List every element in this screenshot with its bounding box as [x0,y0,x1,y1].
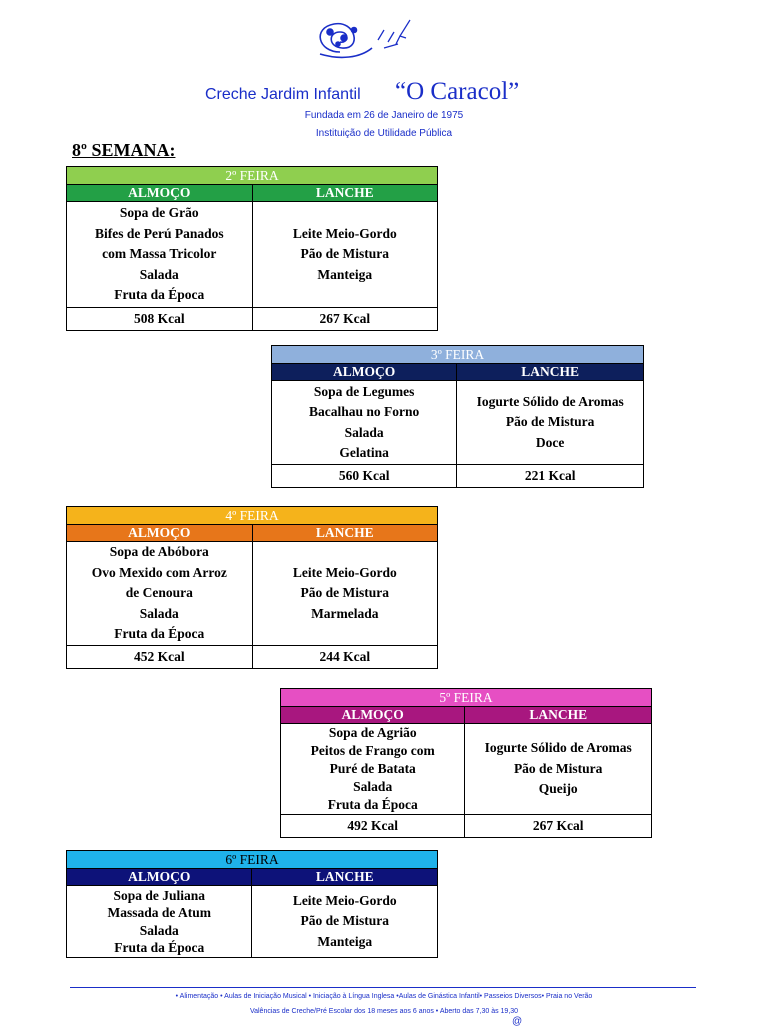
menu-item: Manteiga [317,933,373,949]
snack-column-header: LANCHE [465,707,652,724]
snack-column-header: LANCHE [252,869,438,886]
menu-item: Salada [139,605,179,621]
lunch-menu [272,381,457,465]
day-header: 3º FEIRA [272,346,644,364]
lunch-menu [67,202,253,308]
footer-divider [70,987,696,988]
snack-column-header: LANCHE [457,364,644,381]
footer-partial-text: @ [512,1016,523,1027]
menu-item: Iogurte Sólido de Aromas [476,393,624,409]
lunch-kcal: 560 Kcal [272,465,457,488]
menu-item: Sopa de Agrião [328,725,417,740]
lunch-column-header: ALMOÇO [281,707,465,724]
snack-kcal: 221 Kcal [457,465,644,488]
lunch-menu [67,542,253,646]
founded-line: Fundada em 26 de Janeiro de 1975 [304,110,464,121]
menu-item: Leite Meio-Gordo [292,892,397,908]
menu-item: de Cenoura [125,585,193,601]
lunch-column-header: ALMOÇO [67,525,253,542]
lunch-kcal: 492 Kcal [281,815,465,838]
lunch-column-header: ALMOÇO [272,364,457,381]
menu-item: Pão de Mistura [513,760,603,776]
lunch-kcal: 508 Kcal [67,308,253,331]
snack-menu [252,542,437,646]
menu-item: Sopa de Abóbora [109,544,209,560]
day-header: 2º FEIRA [67,167,438,185]
lunch-menu [281,724,465,815]
snack-column-header: LANCHE [252,185,437,202]
menu-item: Fruta da Época [327,797,418,812]
org-prefix: Creche Jardim Infantil [205,86,361,103]
lunch-kcal: 452 Kcal [67,646,253,669]
menu-item: Puré de Batata [329,761,416,776]
menu-item: Salada [139,266,179,282]
organization-title [0,78,768,110]
menu-table-friday [66,850,438,958]
menu-item: Bacalhau no Forno [309,404,420,419]
menu-item: Salada [344,424,384,440]
menu-item: Bifes de Perú Panados [94,225,224,241]
menu-item: Gelatina [339,445,389,460]
lunch-menu [67,886,252,958]
menu-item: Queijo [538,781,578,797]
menu-item: Ovo Mexido com Arroz [91,564,227,580]
menu-item: Sopa de Juliana [113,887,206,903]
menu-item: com Massa Tricolor [102,246,217,262]
day-header: 5º FEIRA [281,689,652,707]
menu-item: Fruta da Época [114,626,205,642]
snack-menu [465,724,652,815]
snail-logo [300,14,430,74]
menu-item: Leite Meio-Gordo [292,564,397,580]
snack-kcal: 244 Kcal [252,646,437,669]
snack-kcal: 267 Kcal [252,308,437,331]
menu-item: Massada de Atum [107,905,211,920]
snack-menu [457,381,644,465]
menu-item: Sopa de Grão [119,205,199,221]
footer-services: • Alimentação • Aulas de Iniciação Musical • Iniciação à Língua Inglesa •Aulas de Ginástica Infantil• Passeios Diversos• Praia no Verão [175,993,593,1000]
snack-menu [252,202,437,308]
menu-item: Doce [535,434,565,450]
menu-table-wednesday [66,506,438,669]
day-header: 4º FEIRA [67,507,438,525]
week-title: 8º SEMANA: [72,140,176,160]
menu-item: Iogurte Sólido de Aromas [484,740,632,756]
menu-item: Fruta da Época [114,940,205,955]
menu-item: Leite Meio-Gordo [292,225,397,241]
menu-item: Pão de Mistura [505,414,595,430]
menu-item: Marmelada [311,605,379,621]
menu-item: Peitos de Frango com [310,743,435,758]
menu-item: Pão de Mistura [300,585,390,601]
menu-item: Manteiga [317,266,373,282]
menu-item: Pão de Mistura [300,913,389,929]
menu-table-tuesday [271,345,644,488]
snack-menu [252,886,438,958]
menu-item: Sopa de Legumes [313,383,415,399]
menu-item: Salada [139,922,179,938]
lunch-column-header: ALMOÇO [67,185,253,202]
menu-item: Pão de Mistura [300,246,390,262]
menu-table-thursday [280,688,652,838]
menu-item: Fruta da Época [114,287,205,303]
menu-table-monday [66,166,438,331]
footer-hours: Valências de Creche/Pré Escolar dos 18 meses aos 6 anos • Aberto das 7,30 às 19,30 [249,1008,519,1015]
snack-kcal: 267 Kcal [465,815,652,838]
day-header: 6º FEIRA [67,851,438,869]
org-name: “O Caracol” [395,78,520,105]
status-line: Instituição de Utilidade Pública [315,128,453,139]
lunch-column-header: ALMOÇO [67,869,252,886]
menu-item: Salada [353,779,393,794]
snack-column-header: LANCHE [252,525,437,542]
